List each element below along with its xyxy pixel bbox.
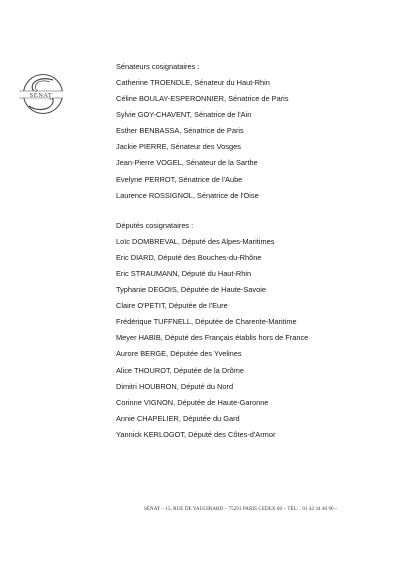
depute-item: Alice THOUROT, Députée de la Drôme bbox=[116, 365, 245, 375]
section-gap bbox=[116, 207, 386, 221]
senateur-item: Catherine TROENDLE, Sénateur du Haut-Rhin bbox=[116, 78, 270, 87]
depute-item: Typhanie DEGOIS, Députée de Haute-Savoie bbox=[116, 285, 266, 295]
senateur-item: Jackie PIERRE, Sénateur des Vosges bbox=[116, 142, 241, 152]
senateurs-title: Sénateurs cosignataires : bbox=[116, 62, 200, 71]
senateurs-list bbox=[116, 78, 386, 201]
deputes-list bbox=[116, 237, 386, 440]
senateur-item: Evelyne PERROT, Sénatrice de l'Aube bbox=[116, 174, 243, 184]
depute-item: Aurore BERGE, Députée des Yvelines bbox=[116, 349, 242, 359]
senateur-item: Laurence ROSSIGNOL, Sénatrice de l'Oise bbox=[116, 190, 259, 200]
depute-item: Dimitri HOUBRON, Député du Nord bbox=[116, 381, 234, 391]
page-footer: SÉNAT – 15, RUE DE VAUGIRARD – 75291 PARIS CEDEX 06 – TÉL. : 01 42 34 40 90 – bbox=[144, 507, 338, 512]
senat-logo bbox=[19, 70, 63, 118]
depute-item: Loïc DOMBREVAL, Député des Alpes-Maritimes bbox=[116, 236, 275, 246]
logo-text: SÉNAT bbox=[29, 92, 53, 99]
senat-logo-icon bbox=[19, 70, 63, 118]
depute-item: Meyer HABIB, Député des Français établis hors de France bbox=[116, 333, 309, 343]
depute-item: Frédérique TUFFNELL, Députée de Charente-Maritime bbox=[116, 317, 297, 327]
depute-item: Claire O'PETIT, Députée de l'Eure bbox=[116, 301, 228, 311]
depute-item: Eric DIARD, Député des Bouches-du-Rhône bbox=[116, 252, 262, 262]
senateur-item: Sylvie GOY-CHAVENT, Sénatrice de l'Ain bbox=[116, 110, 252, 120]
senateur-item: Jean-Pierre VOGEL, Sénateur de la Sarthe bbox=[116, 158, 258, 168]
senateur-item: Esther BENBASSA, Sénatrice de Paris bbox=[116, 126, 244, 136]
deputes-title: Députés cosignataires : bbox=[116, 220, 194, 230]
depute-item: Corinne VIGNON, Députée de Haute-Garonne bbox=[116, 397, 269, 407]
depute-item: Eric STRAUMANN, Député du Haut-Rhin bbox=[116, 268, 252, 278]
depute-item: Annie CHAPELIER, Députée du Gard bbox=[116, 413, 240, 423]
depute-item: Yannick KERLOGOT, Député des Côtes-d'Armor bbox=[116, 429, 276, 439]
senateur-item: Céline BOULAY-ESPERONNIER, Sénatrice de Paris bbox=[116, 94, 289, 104]
cosignataires-content bbox=[116, 62, 386, 446]
